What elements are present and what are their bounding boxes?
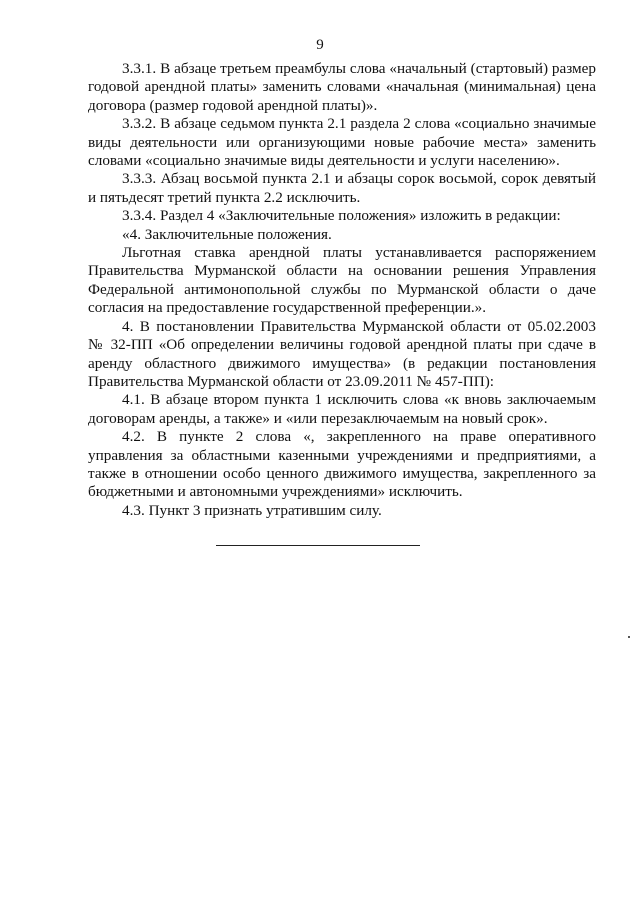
paragraph-4-1: 4.1. В абзаце втором пункта 1 исключить слова «к вновь заключаемым договорам аренды, а также» и «или перезаключаемым на новый срок».: [88, 391, 596, 427]
end-divider-line: [216, 545, 420, 546]
paragraph-3-3-3: 3.3.3. Абзац восьмой пункта 2.1 и абзацы сорок восьмой, сорок девятый и пятьдесят третий пункта 2.2 исключить.: [88, 170, 596, 206]
document-body: [88, 60, 596, 520]
scan-speck: [628, 636, 630, 638]
paragraph-4-2: 4.2. В пункте 2 слова «, закрепленного на праве оперативного управления за областными казенными учреждениями и предприятиями, а также в отношении особо ценного движимого имущества, закрепленного за бюджетными и автономными учреждениями» исключить.: [88, 428, 596, 501]
page-number: 9: [316, 37, 324, 53]
paragraph-4-3: 4.3. Пункт 3 признать утратившим силу.: [122, 501, 382, 519]
paragraph-3-3-4: 3.3.4. Раздел 4 «Заключительные положения» изложить в редакции:: [122, 207, 561, 225]
paragraph-preferential-rate: Льготная ставка арендной платы устанавливается распоряжением Правительства Мурманской области на основании решения Управления Федеральной антимонопольной службы по Мурманской области о даче согласия на предоставление государственной преференции.».: [88, 244, 596, 317]
paragraph-4: 4. В постановлении Правительства Мурманской области от 05.02.2003 № 32-ПП «Об определении величины годовой арендной платы при сдаче в аренду областного движимого имущества» (в редакции постановления Правительства Мурманской области от 23.09.2011 № 457-ПП):: [88, 317, 596, 390]
section-heading-final-provisions: «4. Заключительные положения.: [122, 225, 332, 243]
paragraph-3-3-2: 3.3.2. В абзаце седьмом пункта 2.1 раздела 2 слова «социально значимые виды деятельности или организующими новые рабочие места» заменить словами «социально значимые виды деятельности и услуги населению».: [88, 115, 596, 170]
paragraph-3-3-1: 3.3.1. В абзаце третьем преамбулы слова «начальный (стартовый) размер годовой арендной платы» заменить словами «начальная (минимальная) цена договора (размер годовой арендной платы)».: [88, 60, 596, 114]
